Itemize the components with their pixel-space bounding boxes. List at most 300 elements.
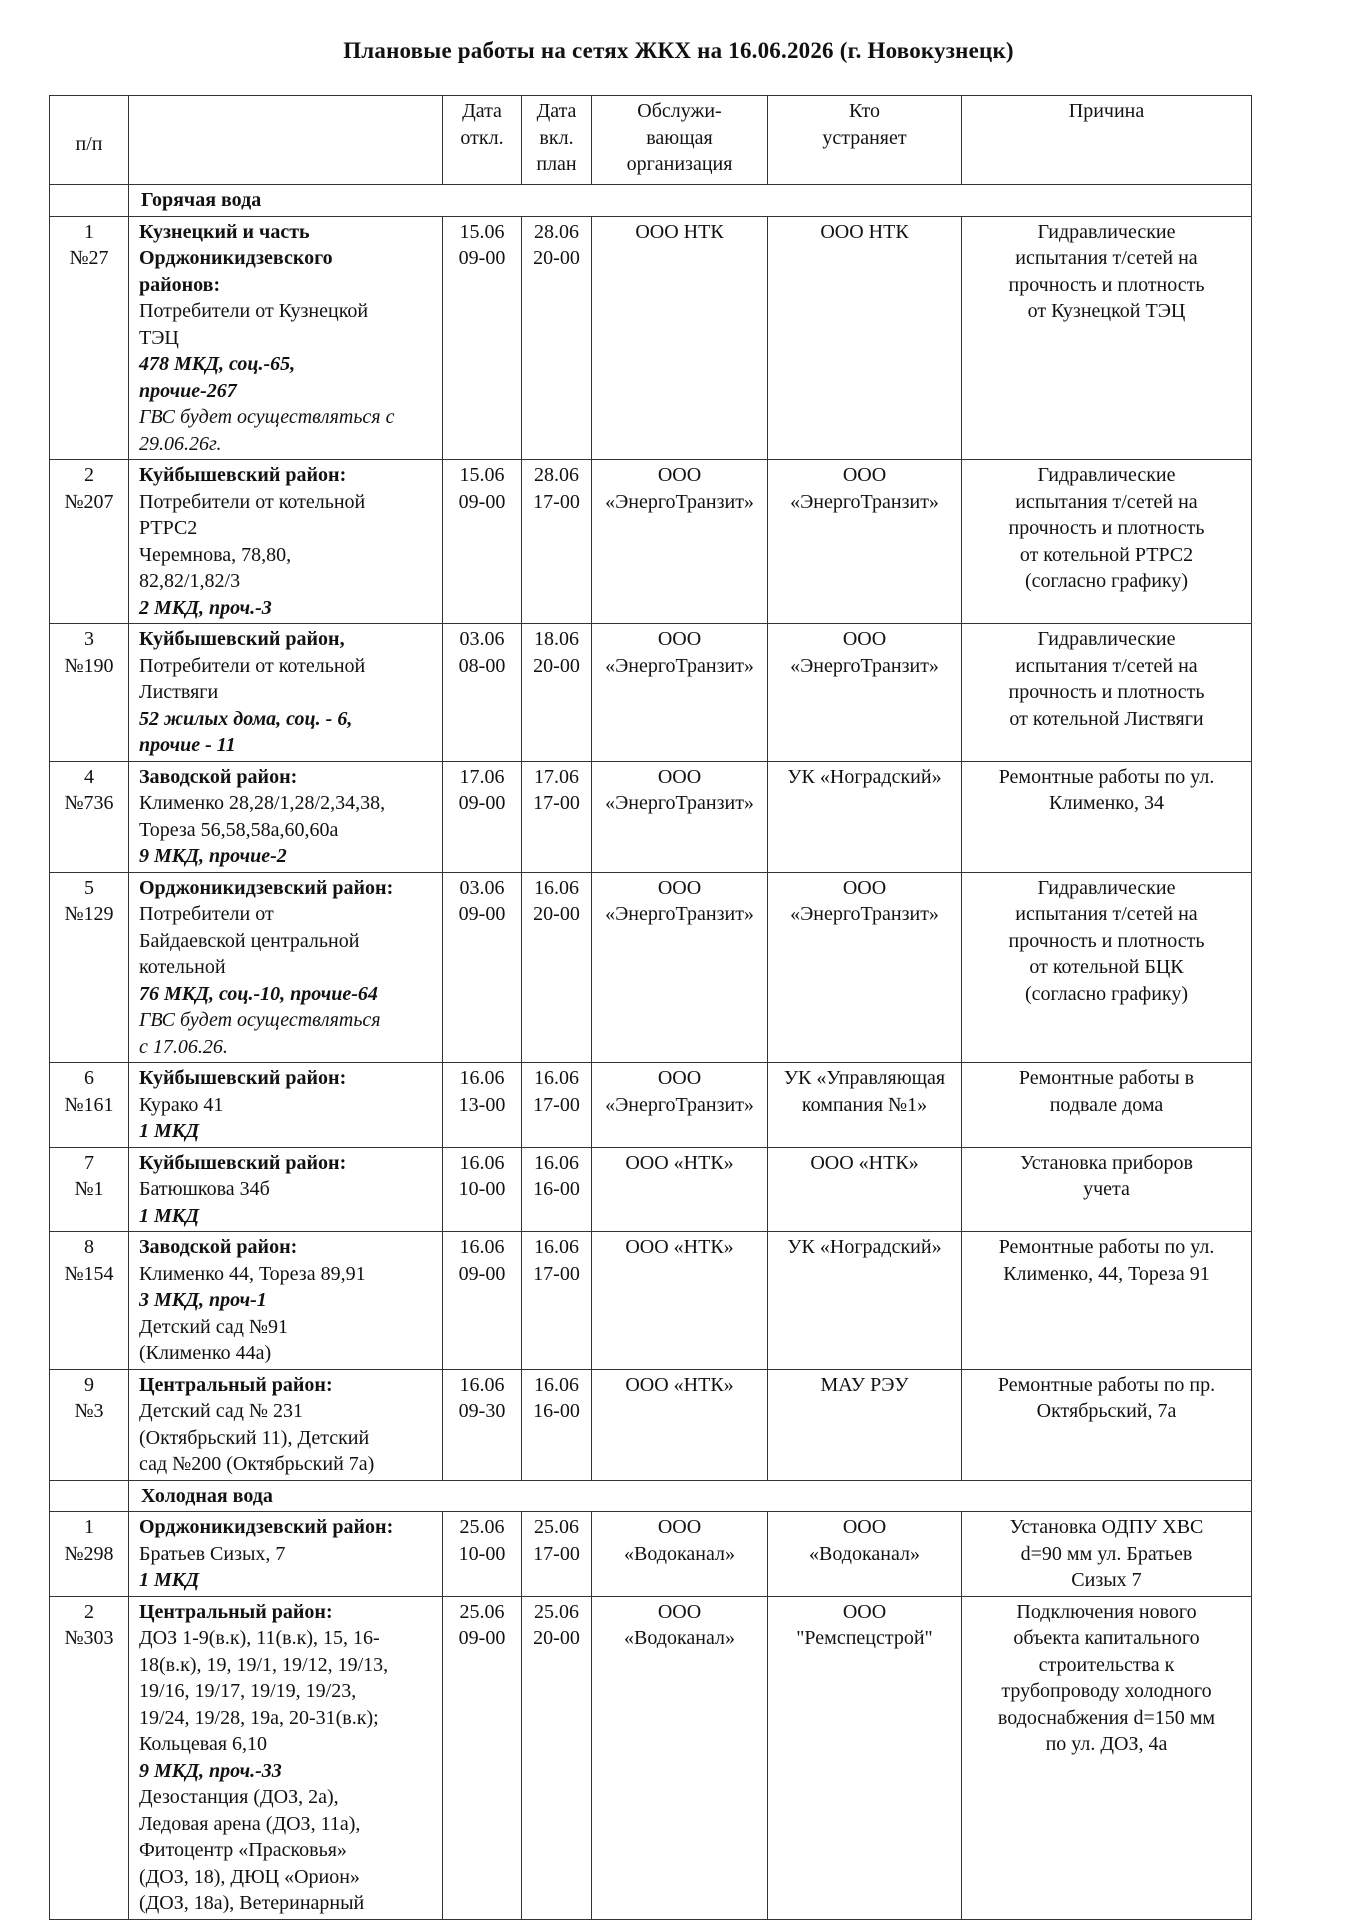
- service-org: ООО «НТК»: [625, 1373, 734, 1396]
- building-stats: 3 МКД, проч-1: [139, 1289, 267, 1311]
- row-code: №3: [74, 1400, 104, 1422]
- date-off: 15.06: [459, 220, 505, 243]
- address-cell: [129, 1063, 443, 1148]
- service-org-cell: [592, 624, 768, 762]
- table-header-row: [50, 96, 1252, 185]
- address-line: 19/16, 19/17, 19/19, 19/23,: [139, 1680, 357, 1702]
- works-table: [49, 95, 1252, 1920]
- fixer-cell: [768, 872, 962, 1063]
- fixer-cell: [768, 761, 962, 872]
- date-off: 10-00: [458, 1178, 506, 1200]
- address-line: Ледовая арена (ДОЗ, 11а),: [139, 1812, 361, 1835]
- date-off-cell: [443, 624, 522, 762]
- date-on-cell: [522, 1232, 592, 1370]
- row-number-cell: [50, 1063, 129, 1148]
- address-line: (Клименко 44а): [139, 1342, 272, 1364]
- row-number-cell: [50, 1596, 129, 1919]
- reason-text: Ремонтные работы по ул.: [998, 765, 1215, 788]
- reason-text: объекта капитального: [1013, 1627, 1200, 1649]
- header-date-off-line: Дата: [462, 100, 502, 122]
- date-off: 09-30: [458, 1400, 506, 1422]
- date-off-cell: [443, 1063, 522, 1148]
- row-number: 9: [84, 1373, 94, 1396]
- date-off: 25.06: [459, 1516, 505, 1538]
- building-stats: 76 МКД, соц.-10, прочие-64: [139, 982, 378, 1005]
- reason-text: Клименко, 34: [1049, 792, 1164, 814]
- date-on: 20-00: [533, 654, 580, 677]
- building-stats: 1 МКД: [139, 1204, 200, 1227]
- row-number-cell: [50, 1232, 129, 1370]
- date-on-cell: [522, 1063, 592, 1148]
- row-number-cell: [50, 761, 129, 872]
- date-on: 20-00: [533, 1627, 580, 1649]
- date-off: 09-00: [458, 1262, 506, 1285]
- building-stats: прочие - 11: [139, 734, 236, 756]
- service-org: ООО НТК: [635, 220, 724, 243]
- reason-cell: [962, 1512, 1252, 1597]
- service-org-cell: [592, 460, 768, 624]
- address-line: 82,82/1,82/3: [139, 570, 241, 592]
- fixer-cell: [768, 1147, 962, 1232]
- date-on: 28.06: [534, 464, 579, 486]
- fixer-cell: [768, 1512, 962, 1597]
- address-cell: [129, 1512, 443, 1597]
- row-number-cell: [50, 1147, 129, 1232]
- reason-text: трубопроводу холодного: [1001, 1680, 1212, 1702]
- address-cell: [129, 1369, 443, 1480]
- row-code: №190: [64, 654, 114, 677]
- row-code: №27: [69, 247, 109, 269]
- reason-text: от котельной Листвяги: [1009, 707, 1204, 730]
- address-cell: [129, 624, 443, 762]
- reason-text: испытания т/сетей на: [1015, 903, 1198, 925]
- table-row: [50, 1147, 1252, 1232]
- reason-text: Октябрьский, 7а: [1036, 1400, 1177, 1422]
- service-org: «ЭнергоТранзит»: [605, 1093, 754, 1116]
- header-service-org-line: организация: [626, 153, 733, 175]
- date-off: 03.06: [459, 628, 505, 650]
- address-line: Клименко 28,28/1,28/2,34,38,: [139, 792, 386, 814]
- row-number: 7: [84, 1151, 94, 1174]
- address-cell: [129, 460, 443, 624]
- address-line: Клименко 44, Тореза 89,91: [139, 1262, 366, 1285]
- date-off: 16.06: [459, 1151, 505, 1174]
- service-org-cell: [592, 872, 768, 1063]
- date-off: 10-00: [458, 1542, 506, 1565]
- section-title: Холодная вода: [129, 1480, 1252, 1512]
- row-code: №207: [64, 490, 114, 513]
- address-line: Кольцевая 6,10: [139, 1733, 268, 1755]
- fixer-org: УК «Ноградский»: [787, 1236, 942, 1258]
- service-org: «ЭнергоТранзит»: [605, 490, 754, 513]
- reason-text: водоснабжения d=150 мм: [997, 1706, 1216, 1729]
- service-org: ООО: [657, 1600, 702, 1623]
- district-name: Куйбышевский район:: [139, 1067, 347, 1089]
- reason-text: Гидравлические: [1037, 628, 1176, 650]
- service-note: ГВС будет осуществляться с: [139, 406, 395, 428]
- fixer-org: «ЭнергоТранзит»: [790, 654, 939, 677]
- reason-text: учета: [1083, 1178, 1130, 1200]
- date-on-cell: [522, 624, 592, 762]
- page-title: Плановые работы на сетях ЖКХ на 16.06.2026 (г. Новокузнецк): [343, 38, 1014, 63]
- address-line: Детский сад №91: [139, 1315, 289, 1338]
- date-off: 09-00: [458, 1627, 506, 1649]
- table-row: [50, 1596, 1252, 1919]
- fixer-org: «ЭнергоТранзит»: [790, 490, 939, 513]
- district-name: районов:: [139, 273, 221, 296]
- row-code: №161: [64, 1093, 114, 1116]
- fixer-org: УК «Ноградский»: [787, 765, 942, 788]
- address-cell: [129, 872, 443, 1063]
- reason-text: Клименко, 44, Тореза 91: [1003, 1262, 1210, 1285]
- fixer-cell: [768, 216, 962, 460]
- address-cell: [129, 761, 443, 872]
- date-off: 15.06: [459, 464, 505, 486]
- address-line: Курако 41: [139, 1093, 224, 1116]
- date-on-cell: [522, 1369, 592, 1480]
- fixer-cell: [768, 1232, 962, 1370]
- reason-text: Ремонтные работы по пр.: [997, 1373, 1216, 1396]
- address-line: 18(в.к), 19, 19/1, 19/12, 19/13,: [139, 1653, 389, 1676]
- reason-text: по ул. ДОЗ, 4а: [1045, 1733, 1168, 1755]
- reason-text: Подключения нового: [1016, 1600, 1197, 1623]
- header-date-on: [522, 96, 592, 185]
- address-line: ТЭЦ: [139, 326, 179, 349]
- table-row: [50, 216, 1252, 460]
- service-note: с 17.06.26.: [139, 1035, 228, 1058]
- reason-text: Сизых 7: [1071, 1569, 1142, 1591]
- reason-text: прочность и плотность: [1008, 929, 1205, 952]
- district-name: Центральный район:: [139, 1373, 333, 1396]
- table-row: [50, 460, 1252, 624]
- date-on: 16.06: [534, 1373, 579, 1396]
- date-on: 18.06: [534, 628, 579, 650]
- address-line: РТРС2: [139, 517, 198, 539]
- reason-text: (согласно графику): [1025, 570, 1188, 592]
- fixer-cell: [768, 460, 962, 624]
- service-org-cell: [592, 1369, 768, 1480]
- header-date-off-line: откл.: [460, 126, 504, 149]
- address-line: котельной: [139, 956, 226, 978]
- section-num-cell: [50, 1480, 129, 1512]
- reason-cell: [962, 1596, 1252, 1919]
- service-org: ООО: [657, 1516, 702, 1538]
- header-service-org-line: Обслужи-: [637, 100, 722, 122]
- date-off-cell: [443, 761, 522, 872]
- service-org: «ЭнергоТранзит»: [605, 654, 754, 677]
- service-org-cell: [592, 1596, 768, 1919]
- date-off-cell: [443, 1147, 522, 1232]
- date-on: 17-00: [533, 792, 580, 814]
- date-on: 20-00: [533, 903, 580, 925]
- reason-text: испытания т/сетей на: [1015, 490, 1198, 513]
- fixer-org: «ЭнергоТранзит»: [790, 903, 939, 925]
- service-org: «Водоканал»: [624, 1627, 735, 1649]
- fixer-org: компания №1»: [801, 1093, 928, 1116]
- fixer-org: «Водоканал»: [809, 1542, 920, 1565]
- address-line: сад №200 (Октябрьский 7а): [139, 1453, 375, 1475]
- service-org: «Водоканал»: [624, 1542, 735, 1565]
- building-stats: 1 МКД: [139, 1569, 200, 1591]
- building-stats: прочие-267: [139, 379, 237, 402]
- reason-text: прочность и плотность: [1008, 273, 1205, 296]
- reason-text: Установка ОДПУ ХВС: [1009, 1516, 1204, 1538]
- reason-cell: [962, 216, 1252, 460]
- date-on-cell: [522, 1512, 592, 1597]
- reason-text: испытания т/сетей на: [1015, 654, 1198, 677]
- fixer-cell: [768, 1596, 962, 1919]
- section-title: Горячая вода: [129, 185, 1252, 217]
- service-org: ООО: [657, 464, 702, 486]
- address-line: 19/24, 19/28, 19а, 20-31(в.к);: [139, 1706, 379, 1729]
- date-on: 17-00: [533, 490, 580, 513]
- row-number: 3: [84, 628, 94, 650]
- address-line: Потребители от: [139, 903, 274, 925]
- row-number: 8: [84, 1236, 94, 1258]
- address-line: Потребители от котельной: [139, 654, 366, 677]
- reason-text: Установка приборов: [1020, 1151, 1193, 1174]
- date-on: 16.06: [534, 1236, 579, 1258]
- address-cell: [129, 1596, 443, 1919]
- row-number-cell: [50, 216, 129, 460]
- reason-text: Гидравлические: [1037, 220, 1176, 243]
- header-reason: Причина: [962, 96, 1252, 185]
- reason-text: Ремонтные работы в: [1018, 1067, 1195, 1089]
- date-off: 09-00: [458, 792, 506, 814]
- fixer-org: ООО: [842, 1600, 887, 1623]
- building-stats: 52 жилых дома, соц. - 6,: [139, 707, 353, 730]
- building-stats: 2 МКД, проч.-3: [139, 596, 272, 619]
- address-cell: [129, 1147, 443, 1232]
- address-line: Братьев Сизых, 7: [139, 1542, 286, 1565]
- date-on: 17-00: [533, 1542, 580, 1565]
- service-org-cell: [592, 1512, 768, 1597]
- row-code: №303: [64, 1627, 114, 1649]
- date-off: 09-00: [458, 490, 506, 513]
- table-row: [50, 1232, 1252, 1370]
- reason-cell: [962, 1369, 1252, 1480]
- service-note: 29.06.26г.: [139, 432, 222, 455]
- row-code: №129: [64, 903, 114, 925]
- district-name: Орджоникидзевский район:: [139, 876, 394, 899]
- date-off: 09-00: [458, 247, 506, 269]
- reason-cell: [962, 1063, 1252, 1148]
- section-num-cell: [50, 185, 129, 217]
- district-name: Кузнецкий и часть: [139, 220, 310, 243]
- district-name: Орджоникидзевского: [139, 247, 333, 269]
- date-off: 16.06: [459, 1373, 505, 1396]
- date-off: 08-00: [458, 654, 506, 677]
- date-on-cell: [522, 1596, 592, 1919]
- reason-cell: [962, 872, 1252, 1063]
- address-line: Черемнова, 78,80,: [139, 543, 292, 566]
- building-stats: 9 МКД, проч.-33: [139, 1759, 282, 1782]
- fixer-org: ООО: [842, 628, 887, 650]
- header-date-on-line: план: [536, 153, 577, 175]
- date-off-cell: [443, 1369, 522, 1480]
- date-off: 16.06: [459, 1067, 505, 1089]
- fixer-org: УК «Управляющая: [783, 1067, 946, 1089]
- row-number-cell: [50, 1512, 129, 1597]
- reason-text: d=90 мм ул. Братьев: [1020, 1542, 1193, 1565]
- fixer-org: ООО: [842, 1516, 887, 1538]
- date-off: 17.06: [459, 765, 505, 788]
- service-org: ООО «НТК»: [625, 1151, 734, 1174]
- service-note: ГВС будет осуществляться: [139, 1009, 381, 1031]
- district-name: Орджоникидзевский район:: [139, 1516, 394, 1538]
- row-number: 1: [84, 1516, 94, 1538]
- district-name: Куйбышевский район:: [139, 464, 347, 486]
- date-off: 25.06: [459, 1600, 505, 1623]
- service-org-cell: [592, 761, 768, 872]
- header-date-on-line: вкл.: [539, 126, 574, 149]
- address-line: Листвяги: [139, 681, 219, 703]
- row-number: 2: [84, 464, 94, 486]
- date-on-cell: [522, 761, 592, 872]
- building-stats: 1 МКД: [139, 1120, 200, 1142]
- reason-text: (согласно графику): [1025, 982, 1188, 1005]
- address-line: (ДОЗ, 18), ДЮЦ «Орион»: [139, 1865, 360, 1888]
- date-on: 16.06: [534, 876, 579, 899]
- date-off-cell: [443, 460, 522, 624]
- service-org-cell: [592, 1232, 768, 1370]
- row-code: №154: [64, 1262, 114, 1285]
- date-off: 16.06: [459, 1236, 505, 1258]
- district-name: Куйбышевский район:: [139, 1151, 347, 1174]
- reason-text: Ремонтные работы по ул.: [998, 1236, 1215, 1258]
- service-org: ООО: [657, 765, 702, 788]
- header-num: п/п: [50, 96, 129, 185]
- header-service-org-line: вающая: [646, 126, 713, 149]
- row-number: 4: [84, 765, 94, 788]
- date-on: 16-00: [533, 1178, 580, 1200]
- date-on-cell: [522, 872, 592, 1063]
- row-number-cell: [50, 624, 129, 762]
- service-org-cell: [592, 1147, 768, 1232]
- address-line: Потребители от Кузнецкой: [139, 300, 369, 322]
- date-on: 28.06: [534, 220, 579, 243]
- reason-cell: [962, 761, 1252, 872]
- fixer-org: ООО: [842, 464, 887, 486]
- reason-text: от Кузнецкой ТЭЦ: [1027, 300, 1186, 322]
- fixer-org: "Ремспецстрой": [796, 1627, 933, 1649]
- reason-text: Гидравлические: [1037, 464, 1176, 486]
- table-row: [50, 1063, 1252, 1148]
- date-on: 25.06: [534, 1516, 579, 1538]
- date-on: 20-00: [533, 247, 580, 269]
- reason-text: подвале дома: [1049, 1093, 1164, 1116]
- reason-cell: [962, 1232, 1252, 1370]
- header-fixer: [768, 96, 962, 185]
- row-number-cell: [50, 872, 129, 1063]
- table-row: [50, 872, 1252, 1063]
- address-line: Дезостанция (ДОЗ, 2а),: [139, 1786, 339, 1808]
- service-org: «ЭнергоТранзит»: [605, 792, 754, 814]
- row-number-cell: [50, 460, 129, 624]
- date-on: 17-00: [533, 1093, 580, 1116]
- district-name: Центральный район:: [139, 1600, 333, 1623]
- building-stats: 9 МКД, прочие-2: [139, 845, 287, 867]
- reason-cell: [962, 460, 1252, 624]
- district-name: Заводской район:: [139, 765, 298, 788]
- service-org-cell: [592, 1063, 768, 1148]
- table-row: [50, 1512, 1252, 1597]
- reason-text: прочность и плотность: [1008, 517, 1205, 539]
- reason-text: от котельной РТРС2: [1019, 543, 1194, 566]
- address-line: Тореза 56,58,58а,60,60а: [139, 818, 339, 841]
- address-cell: [129, 1232, 443, 1370]
- service-org: ООО: [657, 876, 702, 899]
- fixer-cell: [768, 624, 962, 762]
- fixer-org: ООО НТК: [820, 220, 909, 243]
- reason-cell: [962, 1147, 1252, 1232]
- date-on: 16-00: [533, 1400, 580, 1422]
- row-code: №298: [64, 1542, 114, 1565]
- table-row: [50, 624, 1252, 762]
- building-stats: 478 МКД, соц.-65,: [139, 353, 296, 375]
- address-line: Байдаевской центральной: [139, 929, 360, 952]
- reason-text: прочность и плотность: [1008, 681, 1205, 703]
- reason-cell: [962, 624, 1252, 762]
- row-number: 1: [84, 220, 94, 243]
- date-off-cell: [443, 1596, 522, 1919]
- address-line: Детский сад № 231: [139, 1400, 304, 1422]
- reason-text: строительства к: [1038, 1653, 1175, 1676]
- row-number: 6: [84, 1067, 94, 1089]
- date-off-cell: [443, 1512, 522, 1597]
- date-on-cell: [522, 216, 592, 460]
- date-off-cell: [443, 1232, 522, 1370]
- date-off-cell: [443, 216, 522, 460]
- service-org: «ЭнергоТранзит»: [605, 903, 754, 925]
- address-line: Фитоцентр «Прасковья»: [139, 1839, 347, 1861]
- table-row: [50, 761, 1252, 872]
- reason-text: испытания т/сетей на: [1015, 247, 1198, 269]
- table-row: [50, 1369, 1252, 1480]
- date-off: 13-00: [458, 1093, 506, 1116]
- service-org: ООО: [657, 628, 702, 650]
- date-on-cell: [522, 1147, 592, 1232]
- header-date-off: [443, 96, 522, 185]
- date-on: 17.06: [534, 765, 579, 788]
- header-date-on-line: Дата: [536, 100, 577, 122]
- date-off: 09-00: [458, 903, 506, 925]
- header-fixer-line: устраняет: [822, 126, 907, 149]
- service-org: ООО: [657, 1067, 702, 1089]
- district-name: Заводской район:: [139, 1236, 298, 1258]
- header-address: [129, 96, 443, 185]
- section-row: [50, 185, 1252, 217]
- section-row: [50, 1480, 1252, 1512]
- address-line: Потребители от котельной: [139, 490, 366, 513]
- fixer-org: ООО: [842, 876, 887, 899]
- row-number-cell: [50, 1369, 129, 1480]
- date-on: 25.06: [534, 1600, 579, 1623]
- row-code: №736: [64, 792, 114, 814]
- row-code: №1: [74, 1178, 104, 1200]
- service-org-cell: [592, 216, 768, 460]
- fixer-org: ООО «НТК»: [810, 1151, 919, 1174]
- header-service-org: [592, 96, 768, 185]
- district-name: Куйбышевский район,: [139, 628, 345, 650]
- date-off-cell: [443, 872, 522, 1063]
- fixer-cell: [768, 1063, 962, 1148]
- date-on: 17-00: [533, 1262, 580, 1285]
- date-on: 16.06: [534, 1151, 579, 1174]
- address-line: (Октябрьский 11), Детский: [139, 1426, 370, 1449]
- row-number: 2: [84, 1600, 94, 1623]
- fixer-org: МАУ РЭУ: [820, 1373, 909, 1396]
